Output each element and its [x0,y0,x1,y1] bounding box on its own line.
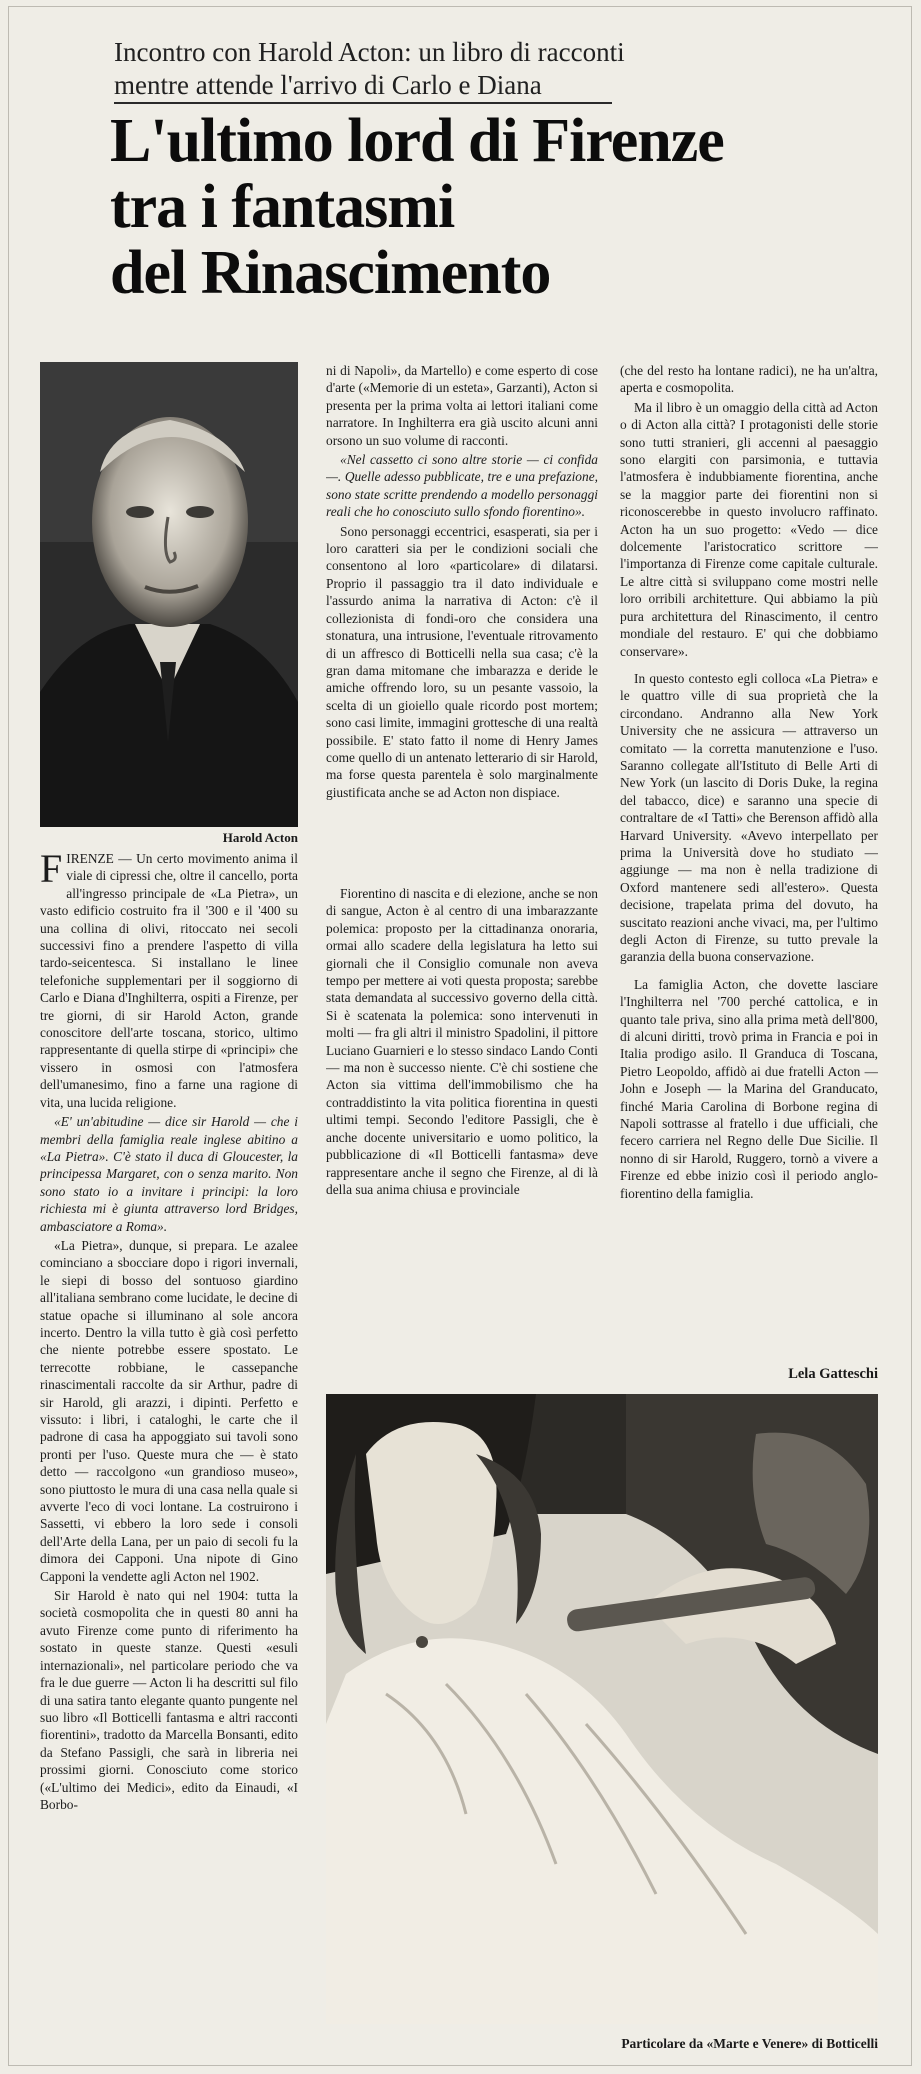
kicker-line: Incontro con Harold Acton: un libro di racconti [114,37,625,67]
paragraph: «E' un'abitudine — dice sir Harold — che i membri della famiglia reale inglese abitino a «La Pietra». C'è stato il duca di Gloucester, la principessa Margaret, con o senza marito. Non sono stato io a invitare i principi: la loro richiesta mi è giunta attraverso lord Bridges, ambasciatore a Roma». [40,1114,298,1234]
photo-caption: Harold Acton [222,830,298,845]
headline [110,108,900,306]
kicker-line: mentre attende l'arrivo di Carlo e Diana [114,70,542,100]
portrait-photo [40,362,298,827]
paragraph: «La Pietra», dunque, si prepara. Le azalee cominciano a sbocciare dopo i rigori invernali, le siepi di bosso del sontuoso giardino all'italiana sembrano come lucidate, le decine di statue opache si illuminano al sole ancora incerto. Dentro la villa tutto è già così perfetto che niente potrebbe essere spostato. Le terrecotte robbiane, le cassepanche rinascimentali raccolte da sir Arthur, padre di sir Harold, gli arazzi, i dipinti. Perfetto e vissuto: i libri, i cataloghi, le carte che il padrone di casa ha appoggiato sui tavoli sono pronti per l'uso. Queste mura che — è stato detto — raccolgono «un grandioso museo», sono piuttosto le mura di una casa nella quale si avverte l'eco di voci lontane. La costruirono i Sassetti, vi ebbero la loro sede i consoli dell'Arte della Lana, per un paio di secoli fu la dimora dei Capponi. Una nipote di Gino Capponi la vendette agli Acton nel 1902. [40,1237,298,1584]
paragraph: Sono personaggi eccentrici, esasperati, sia per i loro caratteri sia per le condizioni sociali che consentono al loro «particolare» di dilatarsi. Proprio il passaggio tra il dato individuale e l'assurdo anima la narrativa di Acton: c'è il collezionista di fondi-oro che considera una stonatura, una intrusione, l'eventuale ritrovamento di un affresco di Botticelli nella sua casa; c'è la gran dama mitomane che imbarazza e deride le amiche offrendo loro, su un pesante vassoio, la scelta di un gioiello quale ricordo post mortem; sono casi limite, immagini grottesche di una realtà possibile. E' stato fatto il nome di Henry James come quello di un antenato letterario di sir Harold, ma forse questa parentela è solo marginalmente giustificata anche se ad Acton non dispiace. [326,523,598,800]
headline-line: L'ultimo lord di Firenze [110,107,724,175]
article-column-1 [40,850,298,2060]
article-column-2 [326,362,598,877]
paragraph: Sir Harold è nato qui nel 1904: tutta la società cosmopolita che in questi 80 anni ha avuto Firenze come punto di riferimento ha sostato in queste stanze. Questi «esuli internazionali», nel particolare periodo che va fra le due guerre — Acton li ha descritti sul filo di una satira tanto elegante quanto pungente nel suo libro «Il Botticelli fantasma e altri racconti fiorentini», tradotto da Marcella Bonsanti, edito da Stefano Passigli, che sarà in libreria nei prossimi giorni. Conosciuto come storico («L'ultimo dei Medici», edito da Einaudi, «I Borbo- [40,1588,298,1812]
kicker [114,36,834,102]
paragraph: La famiglia Acton, che dovette lasciare l'Inghilterra nel '700 perché cattolica, e in quanto tale priva, sino alla prima metà dell'800, di alcuni diritti, trovò prima in Francia e poi in Italia prodigo asilo. Il Granduca di Toscana, Pietro Leopoldo, affidò ai due fratelli Acton — John e Joseph — la Marina del Granducato, finché Maria Carolina di Borbone regina di Napoli sottrasse al fratello i due ufficiali, che fecero carriera nel Regno delle Due Sicilie. Il nonno di sir Harold, Ruggero, tornò a vivere a Firenze ed ebbe inizio così il periodo anglo-fiorentino della famiglia. [620,976,878,1201]
paragraph-text: IRENZE — Un certo movimento anima il viale di cipressi che, oltre il cancello, porta all'ingresso principale de «La Pietra», un vasto edificio costruito fra il '300 e il '400 su una collina di olivi, ritoccato nei secoli successivi fino a prendere l'aspetto di villa tardo-seicentesca. Si installano le linee telefoniche supplementari per il soggiorno di Carlo e Diana d'Inghilterra, ospiti a Firenze, per tre giorni, di sir Harold Acton, grande conoscitore dell'arte toscana, storico, ultimo rappresentante di quella stirpe di «principi» che vissero in osmosi con l'atmosfera dell'umanesimo, fino a farne una ragione di vita, una lucida religione. [40,851,298,1110]
paragraph: (che del resto ha lontane radici), ne ha un'altra, aperta e cosmopolita. [620,363,878,396]
paragraph [40,850,298,1111]
author-signature: Lela Gatteschi [788,1366,878,1382]
headline-line: tra i fantasmi [110,173,455,241]
dropcap: F [40,850,63,891]
paragraph: ni di Napoli», da Martello) e come esperto di cose d'arte («Memorie di un esteta», Garzanti), Acton si presenta per la prima volta ai lettori italiani come narratore. In Inghilterra era già uscito alcuni anni orsono un suo volume di racconti. [326,363,598,448]
paragraph: «Nel cassetto ci sono altre storie — ci confida —. Quelle adesso pubblicate, tre e una prefazione, sono state scritte prendendo a modello personaggi reali che ho conosciuto sullo sfondo fiorentino». [326,452,598,520]
paragraph: Fiorentino di nascita e di elezione, anche se non di sangue, Acton è al centro di una imbarazzante polemica: proposto per la cittadinanza onoraria, ormai allo scadere della legislatura ha letto sui giornali che il Consiglio comunale non aveva tempo per mettere ai voti questa proposta; sarebbe stata demandata al successivo governo della città. Si è scatenata la polemica: sono intervenuti in molti — fra gli altri il ministro Spadolini, il pittore Luciano Guarnieri e lo stesso sindaco Lando Conti — ma non è successo niente. C'è chi sostiene che Acton sia vittima dell'immobilismo che ha contraddistinto la vita politica fiorentina in questi ultimi tempi. Secondo l'editore Passigli, che è anche docente universitario e uomo politico, la pubblicazione di «Il Botticelli fantasma» deve rappresentare anche il segno che Firenze, al di là della sua anima chiusa e provinciale [326,886,598,1197]
article-column-3 [620,362,878,1362]
paragraph: In questo contesto egli colloca «La Pietra» e le quattro ville di sua proprietà che la circondano. Andranno alla New York University che ne assicura — attraverso un comitato — la corretta manutenzione e l'uso. Saranno collegate all'Istituto di Belle Arti di New York (un lascito di Doris Duke, la regina del tabacco, dice) e saranno una specie di contraltare de «I Tatti» che Berenson affidò alla Harvard University. «Avevo interpellato per prima la Università dove ho studiato — aggiunge — ma non è nella tradizione di Oxford mantenere sedi all'estero». Questa decisione, trapelata prima del dovuto, ha suscitato reazioni anche vivaci, ma, per l'ultimo degli Acton di Firenze, su tutto prevale la garanzia della buona conservazione. [620,670,878,965]
paragraph: Ma il libro è un omaggio della città ad Acton o di Acton alla città? I protagonisti delle storie sono tutti stranieri, gli accenni al paesaggio sono elargiti con parsimonia, e tuttavia l'atmosfera è indubbiamente fiorentina, anche se la maggior parte dei fiorentini non si riconoscerebbe in questo involucro raffinato. Acton ha un suo progetto: «Vedo — dice dolcemente l'aristocratico scrittore — l'importanza di Firenze come capitale culturale. Le altre città si sviluppano come mostri nelle loro orribili architetture. Qui abbiamo la più pura architettura del Rinascimento, il centro mondiale del restauro. E' qui che dobbiamo conservare». [620,399,878,659]
kicker-rule [114,102,612,104]
article-column-2-continued [326,875,598,1389]
painting-caption: Particolare da «Marte e Venere» di Botticelli [621,2036,878,2051]
headline-line: del Rinascimento [110,239,551,307]
botticelli-painting [326,1394,878,2024]
